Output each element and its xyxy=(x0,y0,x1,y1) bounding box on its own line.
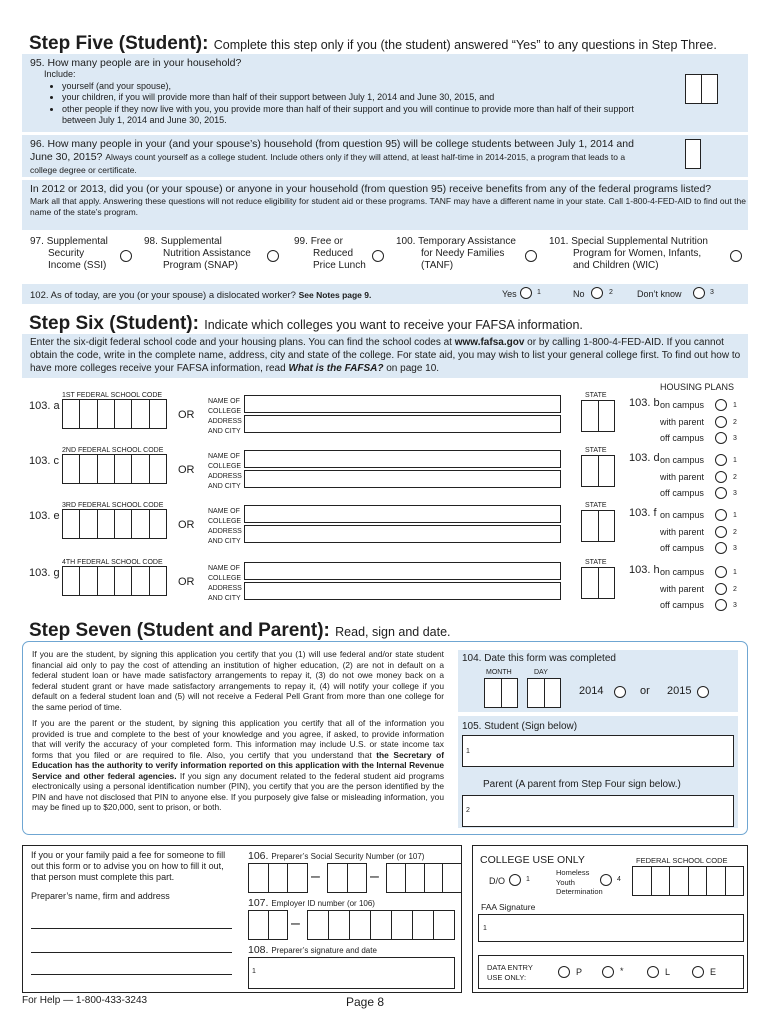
name-of-text: NAME OF xyxy=(208,508,240,515)
program-line: Supplemental xyxy=(160,236,222,247)
college-name-input[interactable] xyxy=(244,505,561,523)
college-fed-code-label: FEDERAL SCHOOL CODE xyxy=(636,856,728,865)
and-city-text: AND CITY xyxy=(208,483,241,490)
on-campus-number: 1 xyxy=(733,569,737,576)
data-entry-label xyxy=(487,963,533,983)
lunch-radio[interactable] xyxy=(372,250,384,262)
step5-subtitle: Complete this step only if you (the student) answered “Yes” to any questions in Step Three. xyxy=(213,38,717,52)
with-parent-number: 2 xyxy=(733,474,737,481)
name-of-text: NAME OF xyxy=(208,453,240,460)
college-state-input[interactable] xyxy=(581,400,615,432)
preparer-fee-text: If you or your family paid a fee for someone to fill out this form or to advise you on how to fill it out, that person must complete this part. xyxy=(31,850,226,882)
month-label: MONTH xyxy=(486,669,512,676)
day-label: DAY xyxy=(534,669,548,676)
housing-question-number: 103. b xyxy=(629,397,660,409)
student-signature-number: 1 xyxy=(466,748,470,755)
with-parent-radio[interactable] xyxy=(715,416,727,428)
q106-text: Preparer’s Social Security Number (or 107) xyxy=(271,852,425,861)
on-campus-label: on campus xyxy=(660,455,705,465)
q108-text: Preparer’s signature and date xyxy=(271,946,377,955)
q106-number: 106. xyxy=(248,850,269,862)
school-question-number: 103. g xyxy=(29,567,60,579)
college-address-input[interactable] xyxy=(244,525,561,543)
address-text: ADDRESS xyxy=(208,418,242,425)
step7-subtitle: Read, sign and date. xyxy=(335,625,451,639)
college-text: COLLEGE xyxy=(208,463,242,470)
and-city-text: AND CITY xyxy=(208,595,241,602)
q104-label: 104. Date this form was completed xyxy=(462,653,616,664)
homeless-youth-label xyxy=(556,868,603,897)
q96-question: 96. How many people in your (and your spouse’s) household (from question 95) will be college students between July 1, 2014 and June 30, 2015? xyxy=(30,138,634,163)
with-parent-radio[interactable] xyxy=(715,583,727,595)
q108-label xyxy=(248,944,377,956)
on-campus-number: 1 xyxy=(733,457,737,464)
q107-label xyxy=(248,897,375,909)
student-signature-field[interactable] xyxy=(462,735,734,767)
ssn-dash: – xyxy=(370,868,379,885)
q102-dontknow-radio[interactable] xyxy=(693,287,705,299)
data-entry-e-label: E xyxy=(710,967,717,977)
state-label: STATE xyxy=(585,559,607,566)
college-text: COLLEGE xyxy=(208,518,242,525)
q102-no-radio[interactable] xyxy=(591,287,603,299)
q96-college-students-input[interactable] xyxy=(685,139,701,169)
federal-school-code-input[interactable] xyxy=(62,566,167,596)
with-parent-label: with parent xyxy=(660,527,705,537)
off-campus-radio[interactable] xyxy=(715,599,727,611)
program-line: (TANF) xyxy=(421,260,454,271)
with-parent-number: 2 xyxy=(733,529,737,536)
q95-text-block xyxy=(30,57,650,127)
step5-heading xyxy=(29,33,717,55)
on-campus-radio[interactable] xyxy=(715,566,727,578)
program-number: 99. xyxy=(294,236,308,247)
ein-dash: – xyxy=(291,915,300,932)
q102-yes-label: Yes xyxy=(502,289,517,299)
do-number: 1 xyxy=(526,876,530,883)
date-month-input[interactable] xyxy=(484,678,518,708)
state-label: STATE xyxy=(585,502,607,509)
data-entry-e-radio[interactable] xyxy=(692,966,704,978)
program-line: Income (SSI) xyxy=(48,260,107,271)
preparer-address-line[interactable] xyxy=(31,974,232,975)
snap-radio[interactable] xyxy=(267,250,279,262)
on-campus-number: 1 xyxy=(733,402,737,409)
on-campus-radio[interactable] xyxy=(715,454,727,466)
college-address-input[interactable] xyxy=(244,415,561,433)
parent-signature-label: Parent (A parent from Step Four sign below.) xyxy=(483,779,681,790)
year-2014-radio[interactable] xyxy=(614,686,626,698)
school-code-label: 2ND FEDERAL SCHOOL CODE xyxy=(62,447,164,454)
state-label: STATE xyxy=(585,392,607,399)
q102-yes-number: 1 xyxy=(537,289,541,296)
college-text: COLLEGE xyxy=(208,408,242,415)
data-entry-p-label: P xyxy=(576,967,583,977)
on-campus-number: 1 xyxy=(733,512,737,519)
program-line: Nutrition Assistance xyxy=(163,248,251,259)
name-of-text: NAME OF xyxy=(208,565,240,572)
off-campus-radio[interactable] xyxy=(715,487,727,499)
help-phone: For Help — 1-800-433-3243 xyxy=(22,995,148,1006)
college-state-input[interactable] xyxy=(581,455,615,487)
homeless-youth-number: 4 xyxy=(617,876,621,883)
year-or-label: or xyxy=(640,685,650,697)
off-campus-radio[interactable] xyxy=(715,432,727,444)
determination-text: Determination xyxy=(556,887,603,896)
school-question-number: 103. c xyxy=(29,455,59,467)
program-wic xyxy=(549,236,729,272)
housing-question-number: 103. h xyxy=(629,564,660,576)
faa-signature-field[interactable] xyxy=(478,914,744,942)
with-parent-number: 2 xyxy=(733,586,737,593)
off-campus-number: 3 xyxy=(733,545,737,552)
off-campus-radio[interactable] xyxy=(715,542,727,554)
q95-bullet: • other people if they now live with you, you provide more than half of their support and you will continue to provide more than half of their support between July 1, 2014 and June 30, 2015. xyxy=(62,104,650,127)
program-number: 98. xyxy=(144,236,158,247)
college-name-address-label xyxy=(208,452,242,492)
or-label: OR xyxy=(178,409,195,421)
step6-heading xyxy=(29,313,583,335)
or-label: OR xyxy=(178,464,195,476)
off-campus-number: 3 xyxy=(733,435,737,442)
q102-no-label: No xyxy=(573,289,585,299)
ssn-dash: – xyxy=(311,868,320,885)
q102-see-notes: See Notes page 9. xyxy=(298,290,372,300)
wic-radio[interactable] xyxy=(730,250,742,262)
on-campus-label: on campus xyxy=(660,510,705,520)
benefits-text xyxy=(30,183,746,218)
college-name-address-label xyxy=(208,507,242,547)
step7-title: Step Seven (Student and Parent): xyxy=(29,620,330,641)
year-2014-label: 2014 xyxy=(579,685,604,697)
school-question-number: 103. e xyxy=(29,510,60,522)
program-line: Price Lunch xyxy=(313,260,366,271)
q102-dontknow-number: 3 xyxy=(710,289,714,296)
college-state-input[interactable] xyxy=(581,567,615,599)
off-campus-number: 3 xyxy=(733,490,737,497)
page-number: Page 8 xyxy=(346,995,385,1009)
college-text: COLLEGE xyxy=(208,575,242,582)
housing-question-number: 103. f xyxy=(629,507,657,519)
name-of-text: NAME OF xyxy=(208,398,240,405)
program-line: Special Supplemental Nutrition xyxy=(571,236,708,247)
benefits-question: In 2012 or 2013, did you (or your spouse) or anyone in your household (from question 95) receive benefits from any of the federal programs listed? xyxy=(30,183,712,195)
do-label: D/O xyxy=(489,876,506,886)
data-entry-star-radio[interactable] xyxy=(602,966,614,978)
program-snap xyxy=(144,236,274,272)
step6-title: Step Six (Student): xyxy=(29,313,199,334)
with-parent-label: with parent xyxy=(660,417,705,427)
off-campus-label: off campus xyxy=(660,600,704,610)
program-line: Supplemental xyxy=(46,236,108,247)
q95-bullet: • yourself (and your spouse), xyxy=(62,81,650,93)
what-is-fafsa: What is the FAFSA? xyxy=(288,363,384,374)
preparer-address-line[interactable] xyxy=(31,952,232,953)
program-line: Temporary Assistance xyxy=(418,236,516,247)
data-entry-p-radio[interactable] xyxy=(558,966,570,978)
benefits-note: Mark all that apply. Answering these questions will not reduce eligibility for student aid or these programs. TANF may have a different name in your state. Call 1-800-4-FED-AID to find out the name of the state’s program. xyxy=(30,196,746,217)
college-name-input[interactable] xyxy=(244,562,561,580)
preparer-signature-field[interactable] xyxy=(248,957,455,989)
program-number: 97. xyxy=(30,236,44,247)
fafsa-link[interactable]: www.fafsa.gov xyxy=(454,337,525,348)
certification-text xyxy=(32,649,444,813)
ein-part2-input[interactable] xyxy=(307,910,455,940)
preparer-address-line[interactable] xyxy=(31,928,232,929)
program-tanf xyxy=(396,236,536,272)
ssn-part1-input[interactable] xyxy=(248,863,308,893)
on-campus-label: on campus xyxy=(660,567,705,577)
on-campus-radio[interactable] xyxy=(715,509,727,521)
date-day-input[interactable] xyxy=(527,678,561,708)
program-number: 101. xyxy=(549,236,569,247)
college-name-input[interactable] xyxy=(244,450,561,468)
q96-text-block xyxy=(30,138,654,177)
on-campus-label: on campus xyxy=(660,400,705,410)
intro-text: Enter the six-digit federal school code and your housing plans. You can find the school codes at xyxy=(30,337,452,348)
ssi-radio[interactable] xyxy=(120,250,132,262)
college-state-input[interactable] xyxy=(581,510,615,542)
program-line: Free or xyxy=(310,236,343,247)
federal-school-code-input[interactable] xyxy=(62,399,167,429)
q102-text: 102. As of today, are you (or your spouse) a dislocated worker? xyxy=(30,290,296,301)
college-address-input[interactable] xyxy=(244,582,561,600)
q105-label: 105. Student (Sign below) xyxy=(462,721,578,732)
faa-signature-number: 1 xyxy=(483,925,487,932)
on-campus-radio[interactable] xyxy=(715,399,727,411)
cert-text: If you sign any document related to the federal student aid programs electronically using a personal identification number (PIN), you certify that you are the person identified by the PIN and have not disclosed that PIN to anyone else. If you purposely give false or misleading information, you may be fined up to $20,000, sent to prison, or both. xyxy=(32,770,445,812)
ssn-part2-input[interactable] xyxy=(327,863,367,893)
do-radio[interactable] xyxy=(509,874,521,886)
certification-parent xyxy=(32,718,444,813)
off-campus-label: off campus xyxy=(660,433,704,443)
program-line: Program (SNAP) xyxy=(163,260,239,271)
use-only-text: USE ONLY: xyxy=(487,973,527,982)
federal-school-code-input[interactable] xyxy=(62,454,167,484)
q95-household-count-input[interactable] xyxy=(685,74,718,104)
college-name-address-label xyxy=(208,397,242,437)
program-number: 100. xyxy=(396,236,416,247)
q95-question: 95. How many people are in your household? xyxy=(30,57,242,69)
housing-plans-header: HOUSING PLANS xyxy=(660,382,735,392)
program-lunch xyxy=(294,236,384,272)
with-parent-label: with parent xyxy=(660,472,705,482)
homeless-youth-radio[interactable] xyxy=(600,874,612,886)
address-text: ADDRESS xyxy=(208,528,242,535)
data-entry-text: DATA ENTRY xyxy=(487,963,533,972)
program-line: Reduced xyxy=(313,248,354,259)
homeless-text: Homeless xyxy=(556,868,590,877)
cert-text: If you are the parent or the student, by signing this application you certify that all of the information you provided is true and complete to the best of your knowledge and you agree, if asked, to provide information that will verify the accuracy of your completed form. This information may include U.S. or state income tax forms that you filed or are required to file. Also, you certify that you understand that xyxy=(32,718,444,760)
q106-label xyxy=(248,850,424,862)
and-city-text: AND CITY xyxy=(208,538,241,545)
q95-bullet: • your children, if you will provide more than half of their support between July 1, 2014 and June 30, 2015, and xyxy=(62,92,650,104)
with-parent-radio[interactable] xyxy=(715,526,727,538)
off-campus-label: off campus xyxy=(660,488,704,498)
program-line: and Children (WIC) xyxy=(573,260,659,271)
college-use-title: COLLEGE USE ONLY xyxy=(480,854,585,866)
q107-number: 107. xyxy=(248,897,269,909)
step5-title: Step Five (Student): xyxy=(29,33,209,54)
program-ssi xyxy=(30,236,130,272)
ein-part1-input[interactable] xyxy=(248,910,288,940)
preparer-signature-number: 1 xyxy=(252,968,256,975)
program-line: Security xyxy=(48,248,85,259)
parent-signature-number: 2 xyxy=(466,807,470,814)
college-name-address-label xyxy=(208,564,242,604)
school-code-label: 4TH FEDERAL SCHOOL CODE xyxy=(62,559,163,566)
step6-intro xyxy=(30,336,746,375)
q102-no-number: 2 xyxy=(609,289,613,296)
q108-number: 108. xyxy=(248,944,269,956)
state-label: STATE xyxy=(585,447,607,454)
step6-subtitle: Indicate which colleges you want to receive your FAFSA information. xyxy=(204,318,583,332)
year-2015-label: 2015 xyxy=(667,685,692,697)
school-code-label: 1ST FEDERAL SCHOOL CODE xyxy=(62,392,163,399)
tanf-radio[interactable] xyxy=(525,250,537,262)
cert-bold-text: the Secretary of Education has the authority to verify information reported on this application with the Internal Revenue Service and other federal agencies. xyxy=(32,749,445,781)
with-parent-label: with parent xyxy=(660,584,705,594)
step7-heading xyxy=(29,620,451,642)
faa-signature-label: FAA Signature xyxy=(481,902,536,912)
off-campus-label: off campus xyxy=(660,543,704,553)
with-parent-number: 2 xyxy=(733,419,737,426)
q102-question xyxy=(30,289,371,302)
program-line: Program for Women, Infants, xyxy=(573,248,702,259)
data-entry-l-radio[interactable] xyxy=(647,966,659,978)
school-question-number: 103. a xyxy=(29,400,60,412)
or-label: OR xyxy=(178,519,195,531)
off-campus-number: 3 xyxy=(733,602,737,609)
and-city-text: AND CITY xyxy=(208,428,241,435)
q96-note: Always count yourself as a college student. Include others only if they will attend, at least half-time in 2014-2015, a program that leads to a college degree or certificate. xyxy=(30,152,626,175)
address-text: ADDRESS xyxy=(208,585,242,592)
intro-text: on page 10. xyxy=(386,363,440,374)
with-parent-radio[interactable] xyxy=(715,471,727,483)
parent-signature-field[interactable] xyxy=(462,795,734,827)
q102-dontknow-label: Don’t know xyxy=(637,289,682,299)
data-entry-star-label: * xyxy=(620,966,624,976)
q95-include-label: Include: xyxy=(44,69,76,79)
year-2015-radio[interactable] xyxy=(697,686,709,698)
preparer-name-label: Preparer’s name, firm and address xyxy=(31,891,170,901)
college-address-input[interactable] xyxy=(244,470,561,488)
or-label: OR xyxy=(178,576,195,588)
school-code-label: 3RD FEDERAL SCHOOL CODE xyxy=(62,502,164,509)
college-fed-code-input[interactable] xyxy=(632,866,744,896)
certification-student: If you are the student, by signing this application you certify that you (1) will use federal and/or state student financial aid only to pay the cost of attending an institution of higher education, (2) are not in default on a federal student loan or have made satisfactory arrangements to repay it, (3) do not owe money back on a federal student grant or have made satisfactory arrangements to repay it, (4) will notify your college if you default on a federal student loan and (5) will not receive a Federal Pell Grant from more than one college for the same period of time. xyxy=(32,649,444,712)
address-text: ADDRESS xyxy=(208,473,242,480)
data-entry-l-label: L xyxy=(665,967,671,977)
federal-school-code-input[interactable] xyxy=(62,509,167,539)
ssn-part3-input[interactable] xyxy=(386,863,462,893)
q107-text: Employer ID number (or 106) xyxy=(271,899,375,908)
housing-question-number: 103. d xyxy=(629,452,660,464)
program-line: for Needy Families xyxy=(421,248,505,259)
q102-yes-radio[interactable] xyxy=(520,287,532,299)
youth-text: Youth xyxy=(556,877,575,887)
intro-text: or by calling 1-800-4-FED-AID. If you cannot obtain the code, write in the complete name, address, city and state of the college. For state aid, you may wish to list your general college first. To find out how to have more colleges receive your FAFSA information, read xyxy=(30,337,741,374)
college-name-input[interactable] xyxy=(244,395,561,413)
